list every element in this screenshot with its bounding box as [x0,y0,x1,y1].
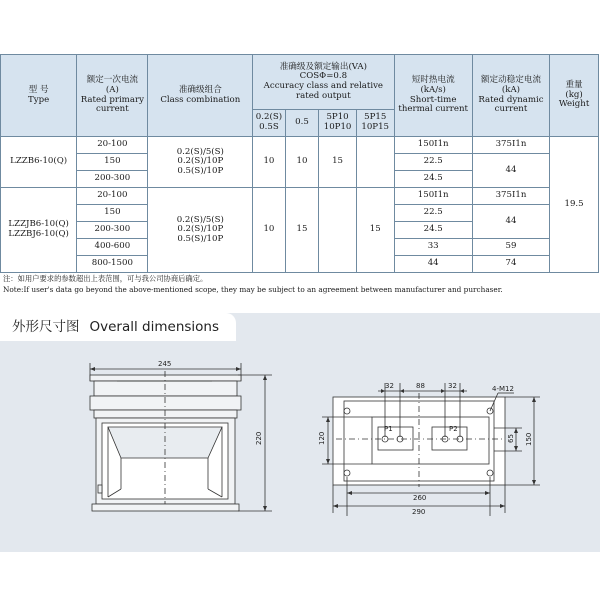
current-cell: 200-300 [77,171,148,188]
dim-32-left: 32 [385,382,394,390]
thermal-cell: 22.5 [394,205,472,222]
note-english: Note:If user's data go beyond the above-mentioned scope, they may be subject to an agreement between manufacturer and purchaser. [3,285,503,294]
output-05-cell: 15 [285,188,319,273]
dynamic-cell: 375I1n [472,188,549,205]
dim-260: 260 [413,494,427,502]
thermal-cell: 22.5 [394,154,472,171]
dynamic-cell: 375I1n [472,137,549,154]
thermal-cell: 33 [394,239,472,256]
weight-cell: 19.5 [550,137,599,273]
label-p1: P1 [384,425,393,433]
output-05-cell: 10 [285,137,319,188]
header-sub-05: 0.5 [285,110,319,137]
top-view [322,383,540,516]
dim-290: 290 [412,508,426,516]
dim-front-height: 220 [255,431,263,445]
dynamic-cell: 74 [472,256,549,273]
spec-table [0,54,599,273]
current-cell: 150 [77,154,148,171]
dynamic-cell: 59 [472,239,549,256]
output-5p15-cell: 15 [356,188,394,273]
thermal-cell: 24.5 [394,222,472,239]
section-title-cn: 外形尺寸图 [12,319,80,335]
dynamic-cell: 44 [472,154,549,188]
section-title [0,313,236,341]
section-title-en: Overall dimensions [89,319,220,335]
class-cell: 0.2(S)/5(S) 0.2(S)/10P 0.5(S)/10P [148,188,253,273]
output-02s-cell: 10 [253,137,286,188]
header-weight: 重量 (kg) Weight [550,55,599,137]
label-p2: P2 [449,425,458,433]
header-sub-5p10: 5P10 10P10 [319,110,357,137]
dimension-drawing [0,341,600,552]
header-accuracy-output: 准确级及额定输出(VA) COSΦ=0.8 Accuracy class and relative rated output [253,55,394,110]
type-cell: LZZB6-10(Q) [1,137,77,188]
output-5p10-cell [319,188,357,273]
header-class-combination: 准确级组合 Class combination [148,55,253,137]
output-5p10-cell: 15 [319,137,357,188]
dim-32-right: 32 [448,382,457,390]
current-cell: 150 [77,205,148,222]
type-cell: LZZJB6-10(Q) LZZBJ6-10(Q) [1,188,77,273]
label-bolt-holes: 4-M12 [492,385,514,393]
note-chinese: 注：如用户要求的参数超出上表范围，可与我公司协商后确定。 [3,274,208,283]
thermal-cell: 150I1n [394,137,472,154]
dim-65: 65 [507,434,515,443]
dim-120: 120 [318,431,326,445]
thermal-cell: 44 [394,256,472,273]
dynamic-cell: 44 [472,205,549,239]
table-notes [3,273,599,295]
header-thermal-current: 短时热电流 (kA/s) Short-time thermal current [394,55,472,137]
header-sub-02s: 0.2(S) 0.5S [253,110,286,137]
thermal-cell: 24.5 [394,171,472,188]
front-view [90,363,272,511]
output-5p15-cell [356,137,394,188]
thermal-cell: 150I1n [394,188,472,205]
dimension-drawing-area [0,341,600,552]
dim-150: 150 [525,432,533,446]
output-02s-cell: 10 [253,188,286,273]
current-cell: 200-300 [77,222,148,239]
header-rated-primary-current: 额定一次电流 (A) Rated primary current [77,55,148,137]
class-cell: 0.2(S)/5(S) 0.2(S)/10P 0.5(S)/10P [148,137,253,188]
dim-front-width: 245 [158,360,172,368]
header-sub-5p15: 5P15 10P15 [356,110,394,137]
current-cell: 400-600 [77,239,148,256]
current-cell: 20-100 [77,188,148,205]
header-dynamic-current: 额定动稳定电流 (kA) Rated dynamic current [472,55,549,137]
dim-88: 88 [416,382,425,390]
header-type: 型 号 Type [1,55,77,137]
current-cell: 20-100 [77,137,148,154]
current-cell: 800-1500 [77,256,148,273]
